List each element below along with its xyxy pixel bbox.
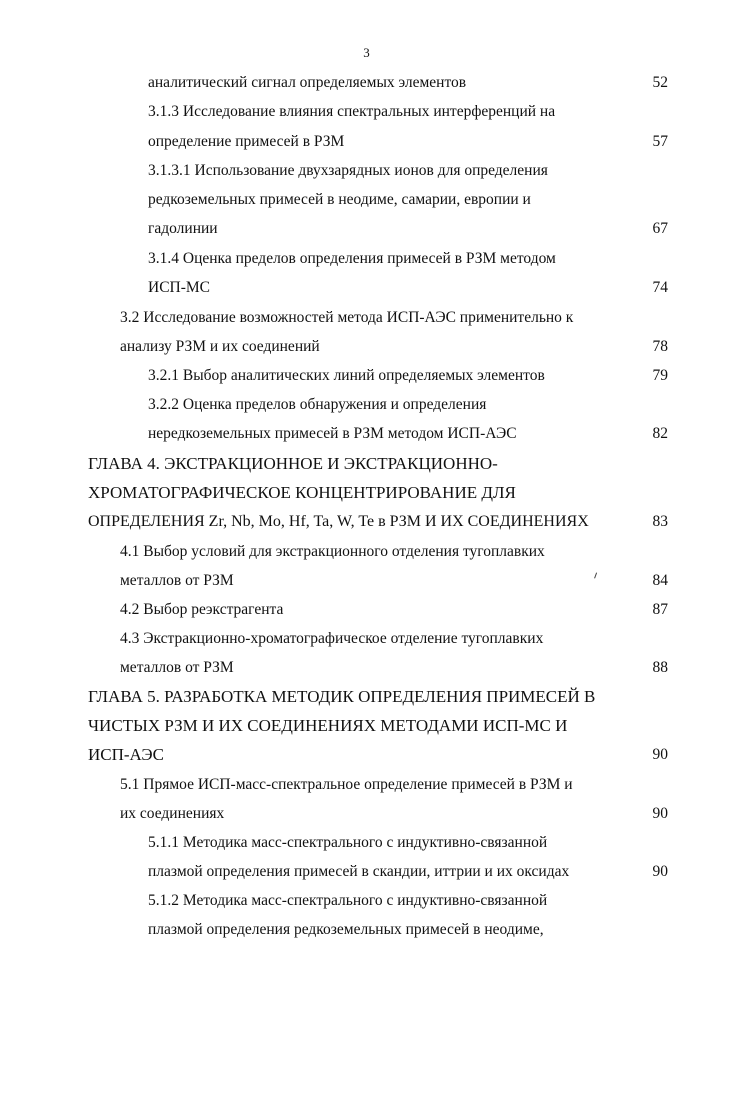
toc-entry-page: 88 [652,659,668,676]
toc-entry-text: 4.2 Выбор реэкстрагента [120,601,284,618]
toc-entry-page: 79 [652,367,668,384]
toc-entry-text: редкоземельных примесей в неодиме, самарии, европии и [148,191,531,208]
toc-entry-page: 90 [652,805,668,822]
toc-chapter-heading: ГЛАВА 4. ЭКСТРАКЦИОННОЕ И ЭКСТРАКЦИОННО- [88,454,498,473]
toc-chapter-heading: ХРОМАТОГРАФИЧЕСКОЕ КОНЦЕНТРИРОВАНИЕ ДЛЯ [88,483,516,502]
toc-entry-text: 3.2.1 Выбор аналитических линий определяемых элементов [148,367,545,384]
toc-entry-text: 3.1.3.1 Использование двухзарядных ионов для определения [148,162,548,179]
toc-entry-text: ИСП-МС [148,279,211,296]
toc-entry-text: металлов от РЗМ [120,659,234,676]
toc-entry-text: 5.1.2 Методика масс-спектрального с индуктивно-связанной [148,892,548,909]
toc-chapter-heading: ЧИСТЫХ РЗМ И ИХ СОЕДИНЕНИЯХ МЕТОДАМИ ИСП-МС И [88,716,568,735]
toc-entry-page: 90 [652,746,668,763]
toc-entry-text: 3.2 Исследование возможностей метода ИСП-АЭС применительно к [120,309,574,326]
page-number: 3 [363,45,370,60]
scan-mark [594,572,600,579]
toc-entry-page: 90 [652,863,668,880]
toc-entry-text: металлов от РЗМ [120,572,234,589]
toc-entry-text: плазмой определения редкоземельных примесей в неодиме, [148,921,544,938]
toc-entry-page: 78 [652,338,668,355]
toc-entry-page: 57 [652,133,668,150]
toc-chapter-heading: ОПРЕДЕЛЕНИЯ Zr, Nb, Mo, Hf, Ta, W, Te в РЗМ И ИХ СОЕДИНЕНИЯХ [88,513,589,530]
toc-entry-text: 3.1.3 Исследование влияния спектральных интерференций на [148,103,556,120]
toc-entry-text: их соединениях [120,805,225,822]
toc-entry-text: нередкоземельных примесей в РЗМ методом ИСП-АЭС [148,425,517,442]
toc-chapter-heading: ГЛАВА 5. РАЗРАБОТКА МЕТОДИК ОПРЕДЕЛЕНИЯ ПРИМЕСЕЙ В [88,687,596,706]
toc-entry-text: анализу РЗМ и их соединений [120,338,320,355]
toc-entry-page: 84 [652,572,668,589]
toc-entry-text: плазмой определения примесей в скандии, иттрии и их оксидах [148,863,570,880]
toc-entry-text: 5.1 Прямое ИСП-масс-спектральное определение примесей в РЗМ и [120,776,573,793]
toc-entry-text: аналитический сигнал определяемых элементов [148,74,467,91]
toc-entry-text: гадолинии [148,220,218,237]
toc-entry-text: 4.1 Выбор условий для экстракционного отделения тугоплавких [120,543,545,560]
toc-entry-text: 4.3 Экстракционно-хроматографическое отделение тугоплавких [120,630,544,647]
toc-entry-page: 87 [652,601,668,618]
toc-chapter-heading: ИСП-АЭС [88,745,164,764]
toc-entry-text: 5.1.1 Методика масс-спектрального с индуктивно-связанной [148,834,548,851]
toc-entry-page: 52 [652,74,668,91]
toc-entry-page: 74 [652,279,668,296]
toc-entry-text: 3.2.2 Оценка пределов обнаружения и определения [148,396,487,413]
toc-entry-page: 67 [652,220,668,237]
toc-entry-page: 83 [652,513,668,530]
toc-entry-text: 3.1.4 Оценка пределов определения примесей в РЗМ методом [148,250,556,267]
toc-entry-text: определение примесей в РЗМ [148,133,345,150]
toc-entry-page: 82 [652,425,668,442]
